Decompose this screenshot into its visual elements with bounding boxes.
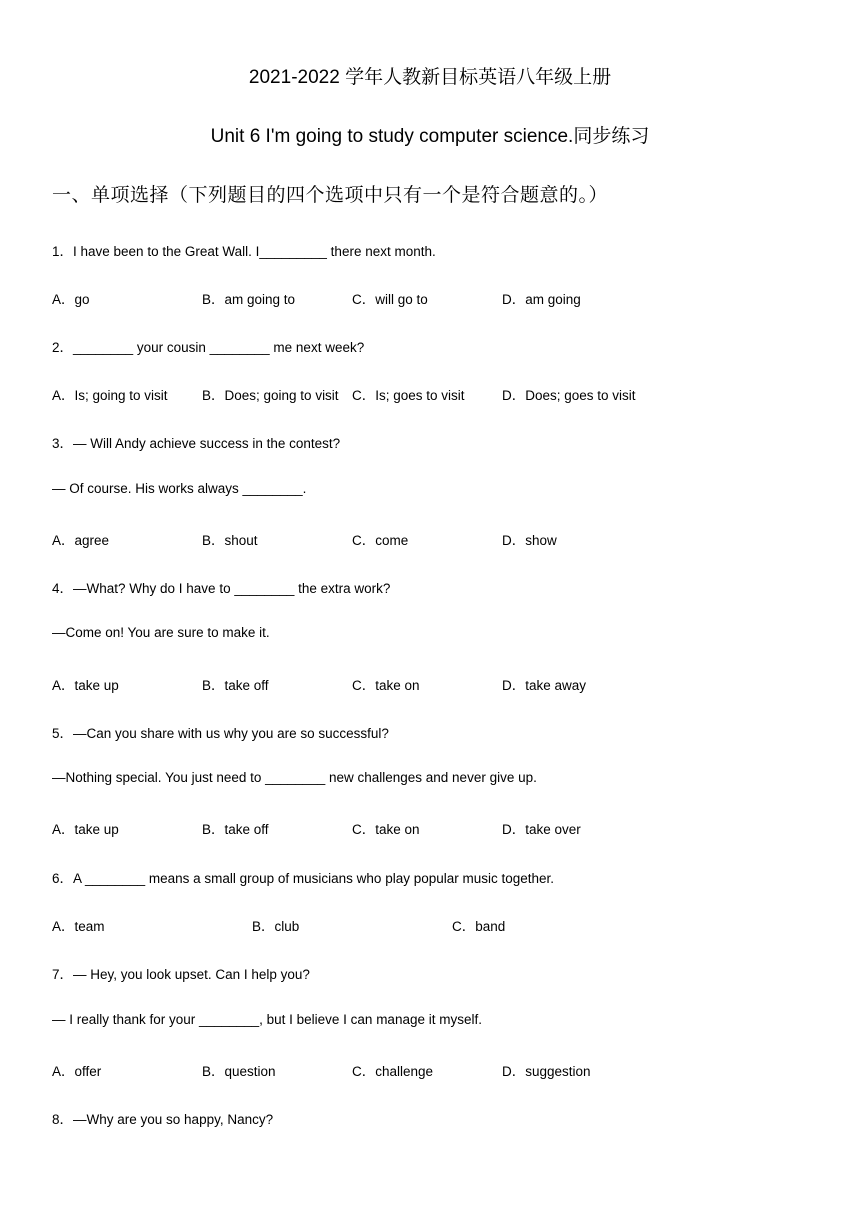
question-4-reply: —Come on! You are sure to make it. [52, 625, 270, 640]
option-c[interactable]: C．challenge [352, 1064, 434, 1079]
question-5-stem: 5．—Can you share with us why you are so successful? [52, 726, 389, 741]
option-b[interactable]: B．take off [202, 678, 269, 693]
option-c[interactable]: C．band [452, 919, 506, 934]
option-d[interactable]: D．suggestion [502, 1064, 591, 1079]
option-a[interactable]: A．agree [52, 533, 110, 548]
question-4-stem: 4．—What? Why do I have to ________ the extra work? [52, 581, 391, 596]
option-a[interactable]: A．go [52, 292, 90, 307]
question-2-stem: 2．________ your cousin ________ me next week? [52, 340, 365, 355]
question-6-stem: 6．A ________ means a small group of musicians who play popular music together. [52, 871, 555, 886]
question-6-options [52, 915, 812, 933]
question-3-options [52, 529, 812, 547]
question-7-stem: 7．— Hey, you look upset. Can I help you? [52, 967, 310, 982]
document-subtitle: Unit 6 I'm going to study computer science.同步练习 [210, 126, 650, 147]
option-c[interactable]: C．will go to [352, 292, 428, 307]
option-b[interactable]: B．club [252, 919, 300, 934]
question-8-stem: 8．—Why are you so happy, Nancy? [52, 1112, 274, 1127]
option-b[interactable]: B．shout [202, 533, 258, 548]
question-2-options [52, 384, 812, 402]
option-c[interactable]: C．come [352, 533, 409, 548]
option-d[interactable]: D．am going [502, 292, 581, 307]
document-title: 2021-2022 学年人教新目标英语八年级上册 [248, 67, 612, 88]
section-heading: 一、单项选择（下列题目的四个选项中只有一个是符合题意的。） [52, 185, 609, 206]
option-b[interactable]: B．take off [202, 822, 269, 837]
question-3-stem: 3．— Will Andy achieve success in the contest? [52, 436, 341, 451]
question-4-options [52, 674, 812, 692]
question-5-reply: —Nothing special. You just need to ________ new challenges and never give up. [52, 770, 537, 785]
question-1-stem: 1．I have been to the Great Wall. I_________ there next month. [52, 244, 436, 259]
option-a[interactable]: A．take up [52, 822, 119, 837]
question-7-options [52, 1060, 812, 1078]
option-a[interactable]: A．Is; going to visit [52, 388, 168, 403]
option-d[interactable]: D．take over [502, 822, 581, 837]
option-a[interactable]: A．offer [52, 1064, 102, 1079]
option-c[interactable]: C．Is; goes to visit [352, 388, 465, 403]
question-3-reply: — Of course. His works always ________. [52, 481, 307, 496]
option-c[interactable]: C．take on [352, 678, 420, 693]
option-a[interactable]: A．take up [52, 678, 119, 693]
option-b[interactable]: B．Does; going to visit [202, 388, 339, 403]
option-a[interactable]: A．team [52, 919, 105, 934]
option-d[interactable]: D．Does; goes to visit [502, 388, 636, 403]
question-1-options [52, 288, 812, 306]
option-d[interactable]: D．take away [502, 678, 587, 693]
question-7-reply: — I really thank for your ________, but I believe I can manage it myself. [52, 1012, 482, 1027]
question-5-options [52, 818, 812, 836]
option-b[interactable]: B．am going to [202, 292, 296, 307]
option-d[interactable]: D．show [502, 533, 557, 548]
option-b[interactable]: B．question [202, 1064, 276, 1079]
option-c[interactable]: C．take on [352, 822, 420, 837]
